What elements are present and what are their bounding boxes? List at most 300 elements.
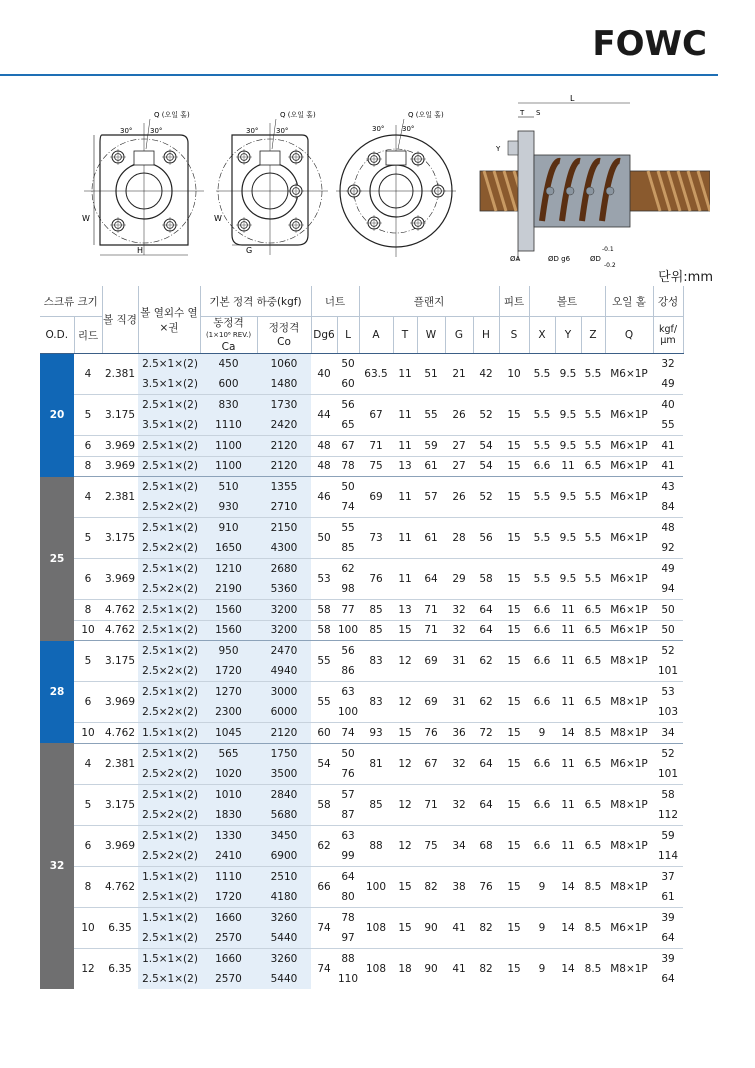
w-cell: 55 [417, 395, 445, 436]
rigidity-cell: 49 [653, 559, 683, 580]
ca-cell: 1560 [200, 620, 257, 641]
circuits-cell: 2.5×2×(2) [138, 538, 200, 559]
flange-view-1 [82, 110, 204, 255]
q-cell: M6×1P [605, 518, 653, 559]
co-cell: 6000 [257, 702, 311, 723]
t-cell: 11 [393, 477, 417, 518]
l-cell: 99 [341, 849, 355, 862]
l-cell: 78 [337, 907, 359, 928]
co-cell: 3200 [257, 620, 311, 641]
ball-dia-header: 볼 직경 [102, 286, 138, 354]
ca-cell: 910 [200, 518, 257, 539]
a-cell: 75 [359, 456, 393, 477]
dg6-cell: 60 [311, 723, 337, 744]
od-cell: 28 [40, 641, 74, 744]
table-row [40, 559, 683, 580]
circuits-cell: 1.5×1×(2) [138, 907, 200, 928]
circuits-cell: 2.5×1×(2) [138, 682, 200, 703]
circuits-cell: 2.5×2×(2) [138, 579, 200, 600]
s-cell: 10 [507, 368, 521, 380]
t-cell: 15 [393, 620, 417, 641]
z-cell: 6.5 [581, 784, 605, 825]
circuits-cell: 2.5×2×(2) [138, 846, 200, 867]
x-cell: 9 [529, 907, 555, 948]
s-cell: 15 [499, 518, 529, 559]
w-cell: 64 [417, 559, 445, 600]
ca-cell: 1560 [200, 600, 257, 621]
s-cell: 15 [499, 641, 529, 682]
l-cell: 63 [337, 825, 359, 846]
a-cell: 83 [359, 682, 393, 723]
a-cell: 63.5 [364, 368, 388, 380]
lead-cell: 12 [74, 948, 102, 989]
h-cell: 56 [473, 518, 499, 559]
bolt-header: 볼트 [529, 286, 605, 317]
flange-view-2 [214, 110, 328, 255]
rigidity-cell: 84 [661, 501, 675, 513]
ca-cell: 1330 [200, 825, 257, 846]
co-cell: 3200 [257, 600, 311, 621]
phi-a-label: ØA [510, 255, 521, 263]
table-row [40, 395, 683, 416]
title-divider [0, 74, 718, 76]
svg-text:Y: Y [496, 145, 501, 153]
t-cell: 18 [393, 948, 417, 989]
lead-header: 리드 [74, 317, 102, 354]
t-cell: 11 [398, 368, 412, 380]
lead-cell: 4 [84, 368, 92, 380]
x-cell: 5.5 [529, 559, 555, 600]
load-rating-header: 기본 정격 하중(kgf) [200, 286, 311, 317]
table-row [40, 477, 683, 498]
ball-dia-cell: 3.969 [102, 825, 138, 866]
z-cell: 8.5 [581, 723, 605, 744]
lead-cell: 5 [74, 518, 102, 559]
dg6-cell: 53 [311, 559, 337, 600]
z-cell: 5.5 [581, 559, 605, 600]
y-cell: 9.5 [555, 477, 581, 518]
dg6-cell: 74 [311, 948, 337, 989]
x-cell: 5.5 [529, 436, 555, 457]
table-row [40, 907, 683, 928]
a-cell: 108 [359, 948, 393, 989]
ca-cell: 600 [200, 374, 257, 395]
g-cell: 27 [445, 436, 473, 457]
z-cell: 5.5 [581, 395, 605, 436]
s-cell: 15 [499, 825, 529, 866]
rigidity-cell: 52 [653, 743, 683, 764]
t-cell: 15 [393, 866, 417, 907]
y-cell: 9.5 [555, 559, 581, 600]
h-header: H [473, 317, 499, 354]
g-cell: 21 [452, 368, 466, 380]
table-row [40, 948, 683, 969]
screw-size-header: 스크류 크기 [40, 286, 102, 317]
ball-dia-cell: 6.35 [102, 948, 138, 989]
rigidity-cell: 50 [653, 600, 683, 621]
q-cell: M6×1P [605, 743, 653, 784]
table-row [40, 436, 683, 457]
circuits-cell: 2.5×1×(2) [138, 969, 200, 990]
ball-dia-cell: 3.969 [102, 456, 138, 477]
circuits-cell: 2.5×2×(2) [138, 661, 200, 682]
dg6-cell: 55 [311, 682, 337, 723]
h-cell: 64 [473, 600, 499, 621]
ball-dia-cell: 3.969 [102, 682, 138, 723]
ball-dia-cell: 4.762 [102, 866, 138, 907]
ca-cell: 2570 [200, 969, 257, 990]
lead-cell: 6 [74, 436, 102, 457]
w-cell: 51 [424, 368, 438, 380]
q-cell: M8×1P [605, 784, 653, 825]
x-cell: 6.6 [529, 825, 555, 866]
circuits-cell: 2.5×1×(2) [138, 784, 200, 805]
q-cell: M6×1P [605, 559, 653, 600]
g-cell: 36 [445, 723, 473, 744]
z-cell: 6.5 [581, 600, 605, 621]
ball-dia-cell: 6.35 [102, 907, 138, 948]
h-cell: 82 [473, 948, 499, 989]
t-cell: 11 [393, 436, 417, 457]
h-label: H [137, 246, 144, 255]
a-cell: 73 [359, 518, 393, 559]
circuits-cell: 2.5×1×(2) [138, 743, 200, 764]
circuits-cell: 1.5×1×(2) [138, 866, 200, 887]
svg-text:30°: 30° [276, 127, 289, 135]
x-cell: 6.6 [529, 620, 555, 641]
h-cell: 52 [473, 395, 499, 436]
a-cell: 71 [359, 436, 393, 457]
lead-cell: 5 [74, 784, 102, 825]
circuits-cell: 2.5×1×(2) [138, 436, 200, 457]
l-cell: 56 [337, 641, 359, 662]
table-row [40, 518, 683, 539]
circuits-cell: 1.5×1×(2) [138, 723, 200, 744]
x-cell: 5.5 [533, 368, 551, 380]
t-cell: 12 [393, 641, 417, 682]
ca-cell: 450 [200, 354, 257, 375]
z-cell: 6.5 [581, 743, 605, 784]
dg6-cell: 48 [311, 456, 337, 477]
z-cell: 5.5 [581, 436, 605, 457]
q-cell: M8×1P [605, 825, 653, 866]
od-header: O.D. [40, 317, 74, 354]
table-row [40, 354, 683, 375]
table-row [40, 600, 683, 621]
ca-cell: 1100 [200, 436, 257, 457]
q-cell: M8×1P [605, 866, 653, 907]
rigidity-cell: 39 [653, 907, 683, 928]
w-cell: 90 [417, 907, 445, 948]
rigidity-cell: 103 [657, 706, 679, 718]
ca-cell: 565 [200, 743, 257, 764]
co-cell: 2120 [257, 456, 311, 477]
oil-hole-header: 오일 홀 [605, 286, 653, 317]
g-cell: 32 [445, 784, 473, 825]
g-cell: 32 [445, 620, 473, 641]
side-view [480, 95, 710, 269]
s-cell: 15 [499, 866, 529, 907]
od-cell: 32 [40, 743, 74, 989]
x-cell: 5.5 [529, 477, 555, 518]
l-cell: 87 [341, 808, 355, 821]
lead-cell: 4 [74, 477, 102, 518]
y-cell: 14 [555, 907, 581, 948]
rigidity-cell: 49 [661, 378, 675, 390]
ca-cell: 1010 [200, 784, 257, 805]
w-cell: 59 [417, 436, 445, 457]
q-cell: M6×1P [605, 600, 653, 621]
circuits-cell: 2.5×2×(2) [138, 764, 200, 785]
ball-dia-cell: 4.762 [102, 620, 138, 641]
l-cell: 74 [337, 723, 359, 744]
s-cell: 15 [499, 907, 529, 948]
dg6-header: Dg6 [311, 317, 337, 354]
a-cell: 76 [359, 559, 393, 600]
y-cell: 9.5 [555, 518, 581, 559]
q-cell: M8×1P [605, 641, 653, 682]
l-label: L [570, 95, 575, 103]
s-cell: 15 [499, 600, 529, 621]
dg6-cell: 48 [311, 436, 337, 457]
q-cell: M6×1P [605, 907, 653, 948]
y-cell: 9.5 [555, 436, 581, 457]
ca-cell: 950 [200, 641, 257, 662]
t-cell: 12 [393, 682, 417, 723]
w-cell: 69 [417, 682, 445, 723]
circuits-cell: 2.5×1×(2) [138, 395, 200, 416]
ca-cell: 1650 [200, 538, 257, 559]
dg6-cell: 55 [311, 641, 337, 682]
g-cell: 31 [445, 641, 473, 682]
dg6-cell: 74 [311, 907, 337, 948]
g-label: G [246, 246, 253, 255]
dg6-cell: 62 [311, 825, 337, 866]
q-header: Q [605, 317, 653, 354]
rigidity-cell: 55 [661, 419, 675, 431]
lead-cell: 8 [74, 600, 102, 621]
l-cell: 60 [341, 378, 355, 390]
h-cell: 72 [473, 723, 499, 744]
w-cell: 57 [417, 477, 445, 518]
g-cell: 32 [445, 600, 473, 621]
co-cell: 1355 [257, 477, 311, 498]
w-cell: 69 [417, 641, 445, 682]
svg-text:-0.1: -0.1 [602, 246, 614, 253]
a-cell: 93 [359, 723, 393, 744]
z-cell: 5.5 [581, 477, 605, 518]
dg6-cell: 66 [311, 866, 337, 907]
rigidity-cell: 48 [653, 518, 683, 539]
w-header: W [417, 317, 445, 354]
w-cell: 71 [417, 600, 445, 621]
ca-cell: 2300 [200, 702, 257, 723]
od-cell: 25 [40, 477, 74, 641]
circuits-cell: 3.5×1×(2) [138, 374, 200, 395]
y-header: Y [555, 317, 581, 354]
ball-dia-cell: 2.381 [102, 743, 138, 784]
svg-text:T: T [520, 109, 525, 117]
ca-cell: 2570 [200, 928, 257, 949]
co-cell: 2470 [257, 641, 311, 662]
y-cell: 11 [555, 456, 581, 477]
co-cell: 5360 [257, 579, 311, 600]
ca-cell: 1660 [200, 907, 257, 928]
lead-cell: 10 [74, 723, 102, 744]
ball-dia-cell: 2.381 [104, 368, 136, 380]
y-cell: 11 [555, 743, 581, 784]
h-cell: 64 [473, 620, 499, 641]
l-header: L [337, 317, 359, 354]
s-header: S [499, 317, 529, 354]
l-cell: 76 [341, 767, 355, 780]
y-cell: 11 [555, 600, 581, 621]
rigidity-cell: 92 [661, 542, 675, 554]
dg6-cell: 44 [311, 395, 337, 436]
t-cell: 11 [393, 395, 417, 436]
spec-table-body [40, 354, 683, 990]
s-cell: 15 [499, 477, 529, 518]
circuits-cell: 2.5×1×(2) [138, 518, 200, 539]
a-cell: 67 [359, 395, 393, 436]
rigidity-cell: 53 [653, 682, 683, 703]
s-cell: 15 [499, 723, 529, 744]
a-cell: 100 [359, 866, 393, 907]
s-cell: 15 [499, 784, 529, 825]
rigidity-cell: 37 [653, 866, 683, 887]
h-cell: 54 [473, 436, 499, 457]
q-cell: M8×1P [605, 948, 653, 989]
y-cell: 9.5 [559, 368, 577, 380]
co-cell: 5680 [257, 805, 311, 826]
flange-view-3 [336, 110, 456, 257]
z-cell: 6.5 [581, 825, 605, 866]
w-cell: 75 [417, 825, 445, 866]
circuits-cell: 2.5×2×(2) [138, 702, 200, 723]
x-cell: 6.6 [529, 743, 555, 784]
l-cell: 62 [337, 559, 359, 580]
circuits-cell: 2.5×1×(2) [138, 887, 200, 908]
y-cell: 11 [555, 784, 581, 825]
rigidity-cell: 50 [653, 620, 683, 641]
co-cell: 4940 [257, 661, 311, 682]
lead-cell: 10 [74, 907, 102, 948]
ca-cell: 2190 [200, 579, 257, 600]
g-cell: 32 [445, 743, 473, 784]
ca-cell: 1720 [200, 887, 257, 908]
circuits-cell: 1.5×1×(2) [138, 948, 200, 969]
h-cell: 62 [473, 641, 499, 682]
page-title: FOWC [592, 24, 707, 64]
z-cell: 8.5 [581, 866, 605, 907]
x-cell: 6.6 [529, 641, 555, 682]
s-cell: 15 [499, 620, 529, 641]
svg-text:Q (오일 홀): Q (오일 홀) [280, 111, 316, 119]
ball-dia-cell: 3.175 [102, 395, 138, 436]
table-row [40, 743, 683, 764]
co-cell: 5440 [257, 928, 311, 949]
dg6-cell: 58 [311, 620, 337, 641]
q-cell: M6×1P [605, 436, 653, 457]
rigidity-cell: 32 [661, 358, 675, 370]
table-row [40, 456, 683, 477]
circuits-cell: 2.5×1×(2) [138, 620, 200, 641]
l-cell: 86 [341, 665, 355, 677]
circuits-cell: 2.5×1×(2) [138, 825, 200, 846]
l-cell: 56 [337, 395, 359, 416]
rigidity-cell: 61 [661, 890, 675, 903]
rigidity-cell: 101 [657, 767, 679, 780]
dg6-cell: 54 [311, 743, 337, 784]
x-cell: 6.6 [529, 682, 555, 723]
co-cell: 4180 [257, 887, 311, 908]
z-cell: 8.5 [581, 907, 605, 948]
svg-text:W: W [214, 214, 222, 223]
l-cell: 98 [341, 583, 355, 595]
l-cell: 50 [341, 358, 355, 370]
dg6-cell: 40 [317, 368, 331, 380]
l-cell: 55 [337, 518, 359, 539]
a-cell: 69 [359, 477, 393, 518]
h-cell: 42 [479, 368, 493, 380]
ca-cell: 830 [200, 395, 257, 416]
co-cell: 1480 [257, 374, 311, 395]
g-cell: 34 [445, 825, 473, 866]
t-cell: 12 [393, 743, 417, 784]
co-cell: 3450 [257, 825, 311, 846]
svg-text:30°: 30° [150, 127, 163, 135]
rigidity-cell: 114 [657, 849, 679, 862]
rigidity-header: 강성 [653, 286, 683, 317]
co-cell: 2840 [257, 784, 311, 805]
circuits-cell: 2.5×1×(2) [138, 928, 200, 949]
w-cell: 61 [417, 456, 445, 477]
l-cell: 67 [337, 436, 359, 457]
circuits-cell: 2.5×2×(2) [138, 497, 200, 518]
h-cell: 62 [473, 682, 499, 723]
ca-cell: 1830 [200, 805, 257, 826]
q-cell: M6×1P [605, 395, 653, 436]
spec-table [40, 286, 684, 989]
w-cell: 67 [417, 743, 445, 784]
y-cell: 11 [555, 620, 581, 641]
y-cell: 11 [555, 682, 581, 723]
l-cell: 97 [341, 931, 355, 944]
a-header: A [359, 317, 393, 354]
lead-cell: 6 [74, 559, 102, 600]
z-cell: 6.5 [581, 641, 605, 682]
co-cell: 3500 [257, 764, 311, 785]
ball-dia-cell: 3.175 [102, 518, 138, 559]
w-label: W [82, 214, 90, 223]
co-cell: 1730 [257, 395, 311, 416]
g-cell: 41 [445, 948, 473, 989]
t-cell: 12 [393, 784, 417, 825]
ca-cell: 1020 [200, 764, 257, 785]
ball-dia-cell: 3.969 [102, 559, 138, 600]
g-cell: 26 [445, 395, 473, 436]
co-cell: 6900 [257, 846, 311, 867]
w-cell: 90 [417, 948, 445, 989]
circuits-cell: 2.5×1×(2) [138, 559, 200, 580]
rigidity-cell: 52 [653, 641, 683, 662]
oil-hole-label: Q (오일 홀) [154, 111, 190, 119]
t-cell: 11 [393, 518, 417, 559]
l-cell: 88 [337, 948, 359, 969]
z-cell: 6.5 [581, 682, 605, 723]
y-cell: 11 [555, 641, 581, 682]
rigidity-cell: 34 [653, 723, 683, 744]
